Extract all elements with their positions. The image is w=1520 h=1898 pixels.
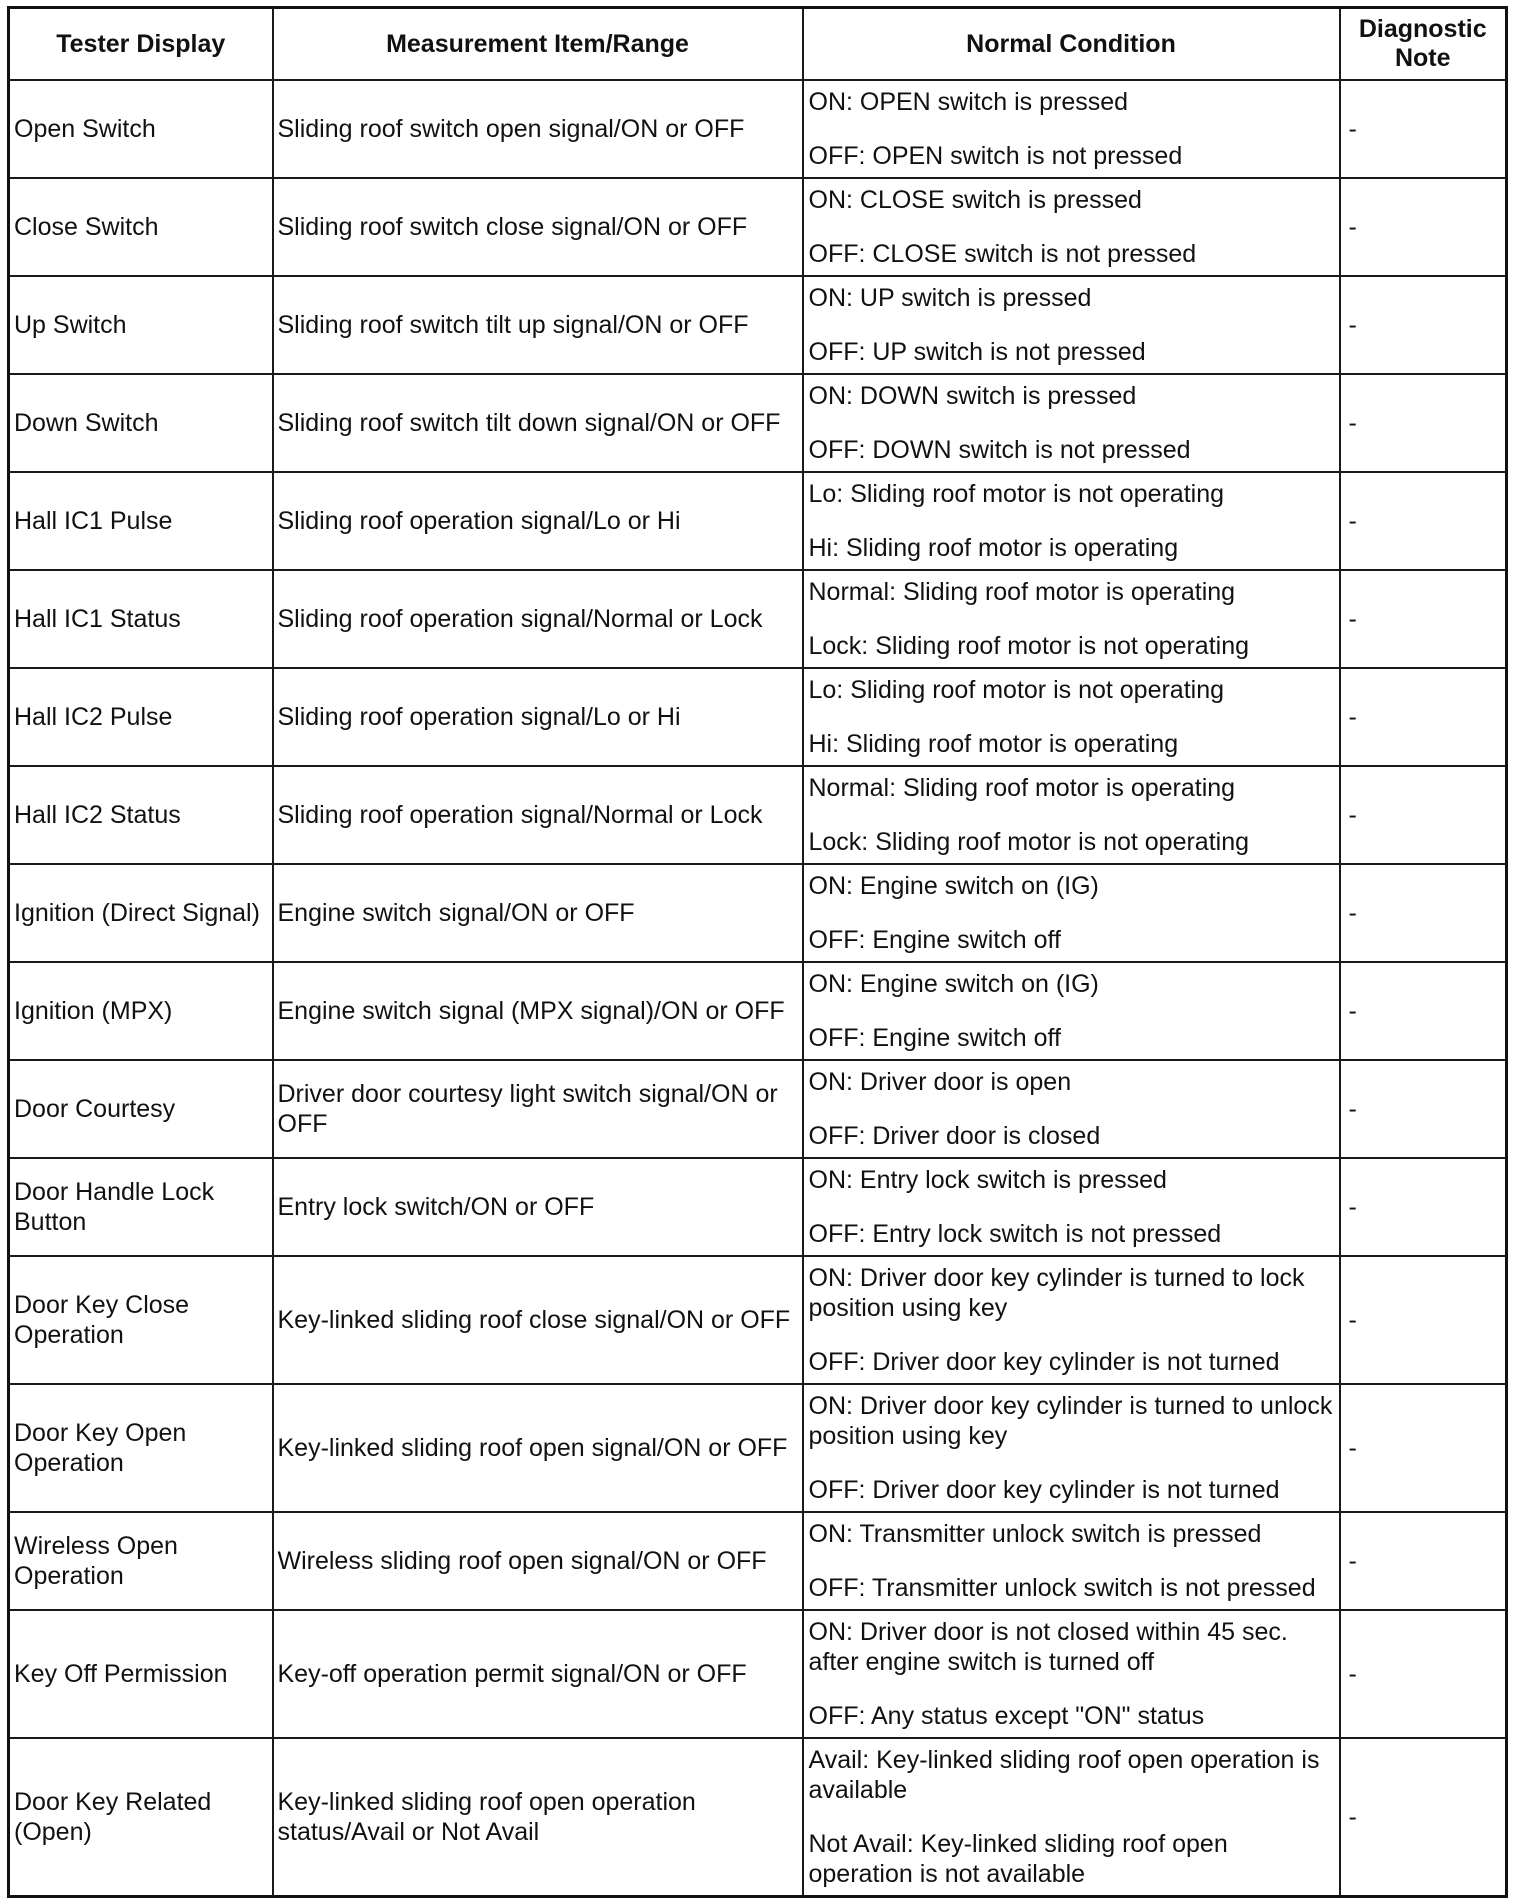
- cell-diagnostic-note: -: [1340, 1384, 1507, 1512]
- table-body: [9, 80, 1507, 1897]
- cell-normal-condition: [803, 374, 1340, 472]
- header-tester-display: Tester Display: [9, 8, 273, 81]
- table-row: [9, 962, 1507, 1060]
- normal-condition-line: Normal: Sliding roof motor is operating: [808, 578, 1236, 606]
- cell-normal-condition: [803, 766, 1340, 864]
- normal-condition-line: OFF: Driver door is closed: [808, 1122, 1101, 1150]
- cell-tester-display: Door Key Related (Open): [9, 1738, 273, 1897]
- cell-tester-display: Door Key Open Operation: [9, 1384, 273, 1512]
- table-row: [9, 472, 1507, 570]
- table-row: [9, 864, 1507, 962]
- normal-condition-line: OFF: Driver door key cylinder is not turned: [808, 1476, 1280, 1504]
- normal-condition-line: OFF: DOWN switch is not pressed: [808, 436, 1191, 464]
- cell-tester-display: Close Switch: [9, 178, 273, 276]
- cell-normal-condition: [803, 1610, 1340, 1738]
- table-row: [9, 1158, 1507, 1256]
- cell-tester-display: Hall IC2 Status: [9, 766, 273, 864]
- table-row: [9, 668, 1507, 766]
- cell-diagnostic-note: -: [1340, 962, 1507, 1060]
- table-row: [9, 1610, 1507, 1738]
- cell-normal-condition: [803, 864, 1340, 962]
- normal-condition-line: OFF: OPEN switch is not pressed: [808, 142, 1183, 170]
- cell-measurement-item: Sliding roof operation signal/Normal or Lock: [273, 766, 803, 864]
- normal-condition-line: ON: Engine switch on (IG): [808, 970, 1099, 998]
- normal-condition-line: Lock: Sliding roof motor is not operating: [808, 632, 1250, 660]
- cell-normal-condition: [803, 178, 1340, 276]
- cell-measurement-item: Wireless sliding roof open signal/ON or OFF: [273, 1512, 803, 1610]
- cell-tester-display: Hall IC1 Pulse: [9, 472, 273, 570]
- table-row: [9, 766, 1507, 864]
- normal-condition-line: Lo: Sliding roof motor is not operating: [808, 480, 1225, 508]
- table-row: [9, 1384, 1507, 1512]
- normal-condition-line: ON: Entry lock switch is pressed: [808, 1166, 1167, 1194]
- cell-diagnostic-note: -: [1340, 1158, 1507, 1256]
- normal-condition-line: ON: Transmitter unlock switch is pressed: [808, 1520, 1262, 1548]
- cell-measurement-item: Driver door courtesy light switch signal/ON or OFF: [273, 1060, 803, 1158]
- normal-condition-line: ON: Driver door key cylinder is turned to lock position using key: [808, 1264, 1305, 1322]
- cell-measurement-item: Sliding roof operation signal/Lo or Hi: [273, 668, 803, 766]
- table-row: [9, 80, 1507, 178]
- cell-tester-display: Ignition (Direct Signal): [9, 864, 273, 962]
- normal-condition-line: OFF: CLOSE switch is not pressed: [808, 240, 1197, 268]
- normal-condition-line: ON: Engine switch on (IG): [808, 872, 1099, 900]
- cell-normal-condition: [803, 962, 1340, 1060]
- cell-diagnostic-note: -: [1340, 1610, 1507, 1738]
- cell-measurement-item: Sliding roof switch tilt down signal/ON or OFF: [273, 374, 803, 472]
- table-row: [9, 276, 1507, 374]
- cell-measurement-item: Sliding roof switch open signal/ON or OFF: [273, 80, 803, 178]
- cell-normal-condition: [803, 472, 1340, 570]
- cell-normal-condition: [803, 1060, 1340, 1158]
- cell-measurement-item: Engine switch signal/ON or OFF: [273, 864, 803, 962]
- cell-normal-condition: [803, 1738, 1340, 1897]
- normal-condition-line: ON: OPEN switch is pressed: [808, 88, 1129, 116]
- normal-condition-line: ON: Driver door is not closed within 45 sec. after engine switch is turned off: [808, 1618, 1288, 1676]
- cell-diagnostic-note: -: [1340, 766, 1507, 864]
- cell-diagnostic-note: -: [1340, 1512, 1507, 1610]
- cell-measurement-item: Key-off operation permit signal/ON or OFF: [273, 1610, 803, 1738]
- cell-tester-display: Wireless Open Operation: [9, 1512, 273, 1610]
- data-list-table: [7, 6, 1508, 1898]
- normal-condition-line: Lock: Sliding roof motor is not operating: [808, 828, 1250, 856]
- document-page: [7, 6, 1508, 1898]
- normal-condition-line: OFF: Transmitter unlock switch is not pressed: [808, 1574, 1316, 1602]
- table-row: [9, 570, 1507, 668]
- cell-measurement-item: Entry lock switch/ON or OFF: [273, 1158, 803, 1256]
- normal-condition-line: ON: Driver door key cylinder is turned to unlock position using key: [808, 1392, 1333, 1450]
- cell-diagnostic-note: -: [1340, 276, 1507, 374]
- table-row: [9, 1512, 1507, 1610]
- header-normal-condition: Normal Condition: [803, 8, 1340, 81]
- cell-measurement-item: Sliding roof operation signal/Lo or Hi: [273, 472, 803, 570]
- cell-measurement-item: Key-linked sliding roof open signal/ON or OFF: [273, 1384, 803, 1512]
- cell-tester-display: Ignition (MPX): [9, 962, 273, 1060]
- normal-condition-line: OFF: Driver door key cylinder is not turned: [808, 1348, 1280, 1376]
- cell-normal-condition: [803, 80, 1340, 178]
- cell-normal-condition: [803, 570, 1340, 668]
- cell-normal-condition: [803, 276, 1340, 374]
- normal-condition-line: OFF: UP switch is not pressed: [808, 338, 1146, 366]
- normal-condition-line: OFF: Engine switch off: [808, 1024, 1061, 1052]
- header-row: [9, 8, 1507, 81]
- table-row: [9, 374, 1507, 472]
- cell-normal-condition: [803, 1512, 1340, 1610]
- cell-tester-display: Up Switch: [9, 276, 273, 374]
- cell-tester-display: Down Switch: [9, 374, 273, 472]
- cell-measurement-item: Sliding roof switch close signal/ON or OFF: [273, 178, 803, 276]
- cell-normal-condition: [803, 1158, 1340, 1256]
- cell-tester-display: Door Courtesy: [9, 1060, 273, 1158]
- cell-diagnostic-note: -: [1340, 80, 1507, 178]
- header-diagnostic-note: Diagnostic Note: [1340, 8, 1507, 81]
- normal-condition-line: Hi: Sliding roof motor is operating: [808, 534, 1179, 562]
- table-row: [9, 178, 1507, 276]
- cell-tester-display: Hall IC2 Pulse: [9, 668, 273, 766]
- table-row: [9, 1738, 1507, 1897]
- normal-condition-line: OFF: Engine switch off: [808, 926, 1061, 954]
- cell-normal-condition: [803, 668, 1340, 766]
- cell-diagnostic-note: -: [1340, 374, 1507, 472]
- cell-tester-display: Door Handle Lock Button: [9, 1158, 273, 1256]
- cell-diagnostic-note: -: [1340, 1060, 1507, 1158]
- cell-diagnostic-note: -: [1340, 1738, 1507, 1897]
- cell-measurement-item: Key-linked sliding roof open operation status/Avail or Not Avail: [273, 1738, 803, 1897]
- cell-diagnostic-note: -: [1340, 1256, 1507, 1384]
- cell-tester-display: Door Key Close Operation: [9, 1256, 273, 1384]
- table-row: [9, 1060, 1507, 1158]
- cell-measurement-item: Engine switch signal (MPX signal)/ON or OFF: [273, 962, 803, 1060]
- cell-tester-display: Hall IC1 Status: [9, 570, 273, 668]
- normal-condition-line: Normal: Sliding roof motor is operating: [808, 774, 1236, 802]
- normal-condition-line: ON: DOWN switch is pressed: [808, 382, 1137, 410]
- cell-normal-condition: [803, 1384, 1340, 1512]
- cell-measurement-item: Sliding roof operation signal/Normal or Lock: [273, 570, 803, 668]
- cell-measurement-item: Sliding roof switch tilt up signal/ON or OFF: [273, 276, 803, 374]
- normal-condition-line: Not Avail: Key-linked sliding roof open operation is not available: [808, 1830, 1228, 1888]
- normal-condition-line: ON: UP switch is pressed: [808, 284, 1092, 312]
- cell-diagnostic-note: -: [1340, 472, 1507, 570]
- cell-tester-display: Key Off Permission: [9, 1610, 273, 1738]
- normal-condition-line: ON: Driver door is open: [808, 1068, 1072, 1096]
- normal-condition-line: ON: CLOSE switch is pressed: [808, 186, 1142, 214]
- table-row: [9, 1256, 1507, 1384]
- normal-condition-line: OFF: Any status except "ON" status: [808, 1702, 1205, 1730]
- table-header: [9, 8, 1507, 81]
- cell-measurement-item: Key-linked sliding roof close signal/ON or OFF: [273, 1256, 803, 1384]
- cell-normal-condition: [803, 1256, 1340, 1384]
- header-measurement-item: Measurement Item/Range: [273, 8, 803, 81]
- normal-condition-line: Avail: Key-linked sliding roof open operation is available: [808, 1746, 1320, 1804]
- normal-condition-line: Lo: Sliding roof motor is not operating: [808, 676, 1225, 704]
- cell-diagnostic-note: -: [1340, 668, 1507, 766]
- cell-diagnostic-note: -: [1340, 570, 1507, 668]
- cell-diagnostic-note: -: [1340, 864, 1507, 962]
- cell-tester-display: Open Switch: [9, 80, 273, 178]
- cell-diagnostic-note: -: [1340, 178, 1507, 276]
- normal-condition-line: Hi: Sliding roof motor is operating: [808, 730, 1179, 758]
- normal-condition-line: OFF: Entry lock switch is not pressed: [808, 1220, 1222, 1248]
